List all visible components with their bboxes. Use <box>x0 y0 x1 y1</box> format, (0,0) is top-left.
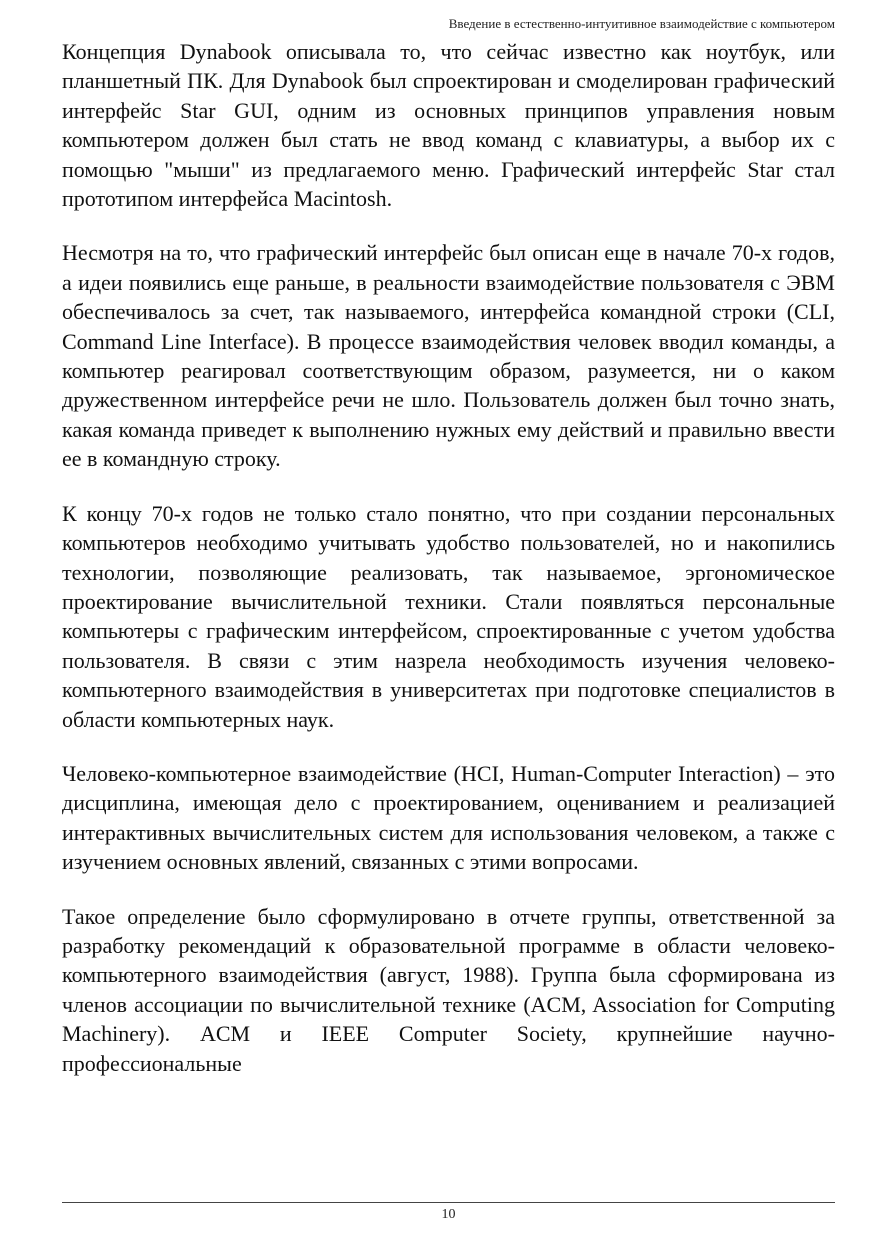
paragraph-hci-definition: Человеко-компьютерное взаимодействие (HCI, Human-Computer Interaction) – это дисциплина, имеющая дело с проектированием, оцениванием и реализацией интерактивных вычислительных систем для использования человеком, а также с изучением основных явлений, связанных с этими вопросами. <box>62 760 835 875</box>
paragraph-command-line: Несмотря на то, что графический интерфейс был описан еще в начале 70-х годов, а идеи появились еще раньше, в реальности взаимодействие пользователя с ЭВМ обеспечивалось за счет, так называемого, интерфейса командной строки (CLI, Command Line Interface). В процессе взаимодействия человек вводил команды, а компьютер реагировал соответствующим образом, разумеется, ни о каком дружественном интерфейсе речи не шло. Пользователь должен был точно знать, какая команда приведет к выполнению нужных ему действий и правильно ввести ее в командную строку. <box>62 240 835 472</box>
paragraph-dynabook: Концепция Dynabook описывала то, что сейчас известно как ноутбук, или планшетный ПК. Для Dynabook был спроектирован и смоделирован графический интерфейс Star GUI, одним из основных принципов управления новым компьютером должен был стать не ввод команд с клавиатуры, а выбор их с помощью "мыши" из предлагаемого меню. Графический интерфейс Star стал прототипом интерфейса Macintosh. <box>62 39 835 212</box>
body-text <box>62 37 835 1187</box>
running-header: Введение в естественно-интуитивное взаимодействие с компьютером <box>448 16 835 31</box>
footer-divider <box>62 1202 835 1203</box>
paragraph-ergonomics: К концу 70-х годов не только стало понятно, что при создании персональных компьютеров необходимо учитывать удобство пользователей, но и накопились технологии, позволяющие реализовать, так называемое, эргономическое проектирование вычислительной техники. Стали появляться персональные компьютеры с графическим интерфейсом, спроектированные с учетом удобства пользователя. В связи с этим назрела необходимость изучения человеко-компьютерного взаимодействия в университетах при подготовке специалистов в области компьютерных наук. <box>62 500 835 732</box>
paragraph-acm-report: Такое определение было сформулировано в отчете группы, ответственной за разработку рекомендаций к образовательной программе в области человеко-компьютерного взаимодействия (август, 1988). Группа была сформирована из членов ассоциации по вычислительной технике (ACM, Association for Computing Machinery). ACM и IEEE Computer Society, крупнейшие научно-профессиональные <box>62 903 835 1076</box>
page-number: 10 <box>441 1207 456 1222</box>
